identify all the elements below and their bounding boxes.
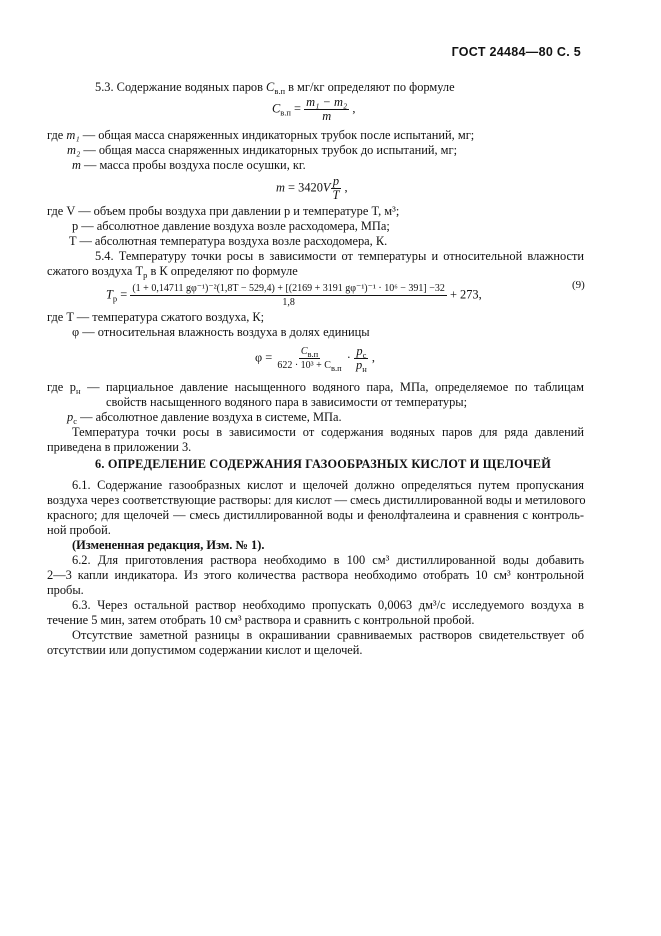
formula-mass: m = 3420V $\frac{p}{T}$ , [276,174,348,202]
definition-pn-line2: свойств насыщенного водяного пара в зависимости от температуры; [106,395,468,409]
section-6-title: 6. ОПРЕДЕЛЕНИЕ СОДЕРЖАНИЯ ГАЗООБРАЗНЫХ КИСЛОТ И ЩЕЛОЧЕЙ [95,457,551,471]
definition-v: где V — объем пробы воздуха при давлении p и температуре T, м³; [47,204,400,218]
paragraph-6-2-line3: пробы. [47,583,84,597]
amendment-note: (Измененная редакция, Изм. № 1). [72,538,265,552]
fraction: $\frac{p}{T}$ [332,174,340,202]
paragraph-dew-line1: Температура точки росы в зависимости от содержания водяных паров для ряда давлений [72,425,584,439]
paragraph-6-1-line4: ной пробой. [47,523,111,537]
definition-t: T — абсолютная температура воздуха возле расходомера, К. [69,234,388,248]
formula-water-vapor: $C_{в.п}$ = $\frac{\text{m₁ − m₂}}{m}$ , [272,95,356,123]
paragraph-5-3: 5.3. Содержание водяных паров $C_{в.п}$ в мг/кг определяют по формуле [95,80,455,96]
definition-p: p — абсолютное давление воздуха возле расходомера, МПа; [72,219,390,233]
paragraph-dew-line2: приведена в приложении 3. [47,440,192,454]
paragraph-6-1-line3: красного; для щелочей — смесь дистиллированной воды и фенолфталеина и сравнения с контроль- [47,508,584,522]
page-header: ГОСТ 24484—80 С. 5 [451,45,581,59]
fraction: $\frac{C_{в.п}}{622 \cdot 10^3 + C_{в.п}}$ [277,346,342,373]
fraction: $\frac{p_с}{p_н}$ [356,344,367,374]
formula-dew-point: $T_р$ = (1 + 0,14711 gφ⁻¹)⁻²(1,8T − 529,4) + [(2169 + 3191 gφ⁻¹)⁻¹ · 10⁶ − 391] −32 1,8 + 273, [106,283,482,308]
fraction: (1 + 0,14711 gφ⁻¹)⁻²(1,8T − 529,4) + [(2169 + 3191 gφ⁻¹)⁻¹ · 10⁶ − 391] −32 1,8 [132,283,445,308]
paragraph-6-2-line1: 6.2. Для приготовления раствора необходимо в 100 см³ дистиллированной воды добавить [72,553,584,567]
equation-number: (9) [572,279,585,291]
definition-phi: φ — относительная влажность воздуха в долях единицы [72,325,370,339]
definition-pc: $p_с$ — абсолютное давление воздуха в системе, МПа. [67,410,342,426]
definition-m1: где m₁ — общая масса снаряженных индикаторных трубок после испытаний, мг; [47,128,475,142]
definition-pn-line1: где $p_н$ — парциальное давление насыщенного водяного пара, МПа, определяемое по таблицам [47,380,585,396]
definition-t-compressed: где T — температура сжатого воздуха, К; [47,310,265,324]
paragraph-6-1-line1: 6.1. Содержание газообразных кислот и щелочей должно определяться путем пропускания [72,478,584,492]
fraction: $\frac{\text{m₁ − m₂}}{m}$ [306,95,348,123]
paragraph-absence-line2: отсутствии или допустимом содержании кислот и щелочей. [47,643,363,657]
paragraph-6-2-line2: 2—3 капли индикатора. Из этого количества раствора необходимо отобрать 10 см³ контрольной [47,568,584,582]
paragraph-5-4-line1: 5.4. Температуру точки росы в зависимости от температуры и относительной влажности [95,249,584,263]
paragraph-5-4-line2: сжатого воздуха $T_р$ в К определяют по формуле [47,264,298,280]
paragraph-6-3-line2: течение 5 мин, затем отобрать 10 см³ раствора и сравнить с контрольной пробой. [47,613,475,627]
paragraph-absence-line1: Отсутствие заметной разницы в окрашивании сравниваемых растворов свидетельствует об [72,628,584,642]
formula-humidity: φ = $\frac{C_{в.п}}{622 \cdot 10^3 + C_{в.п}}$ · $\frac{p_с}{p_н}$ , [255,344,375,374]
definition-m: m — масса пробы воздуха после осушки, кг. [72,158,306,172]
paragraph-6-1-line2: воздуха через соответствующие растворы: для кислот — смесь дистиллированной воды и метилового [47,493,586,507]
paragraph-6-3-line1: 6.3. Через остальной раствор необходимо пропускать 0,0063 дм³/с исследуемого воздуха в [72,598,584,612]
definition-m2: m₂ — общая масса снаряженных индикаторных трубок до испытаний, мг; [67,143,458,157]
